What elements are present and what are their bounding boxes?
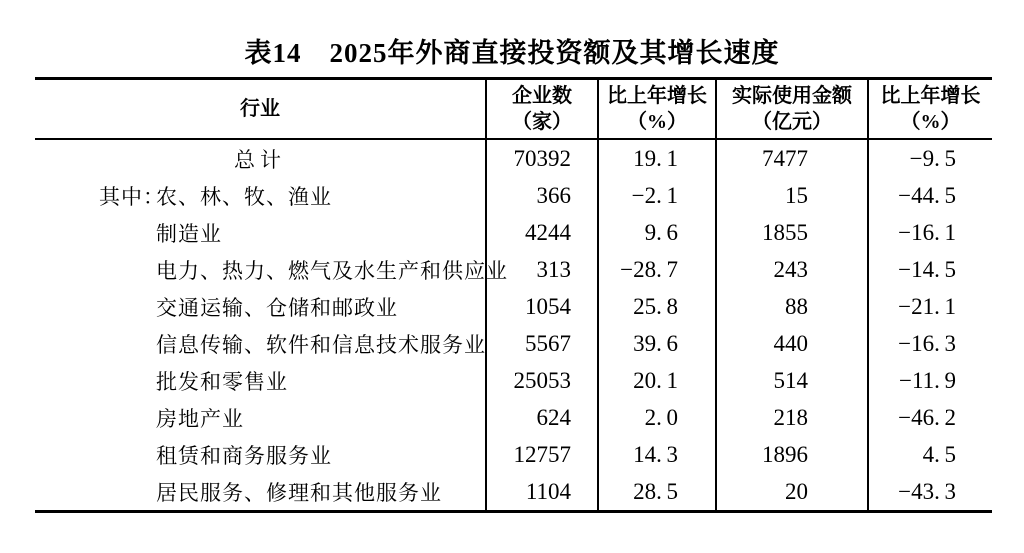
enterprise-growth-value: 19. 1 [597,140,715,177]
enterprise-growth-value: 20. 1 [597,362,715,399]
header-label: 行业 [240,98,280,120]
enterprise-growth-value: 9. 6 [597,214,715,251]
table-row [35,214,992,251]
enterprises-value: 4244 [485,214,597,251]
amount-growth-value: −21. 1 [867,288,992,325]
industry-label: 电力、热力、燃气及水生产和供应业 [156,258,508,283]
enterprises-value: 5567 [485,325,597,362]
header-label-line1: 比上年增长 [880,85,981,107]
enterprises-value: 12757 [485,436,597,473]
enterprise-growth-value: 39. 6 [597,325,715,362]
enterprise-growth-value: 2. 0 [597,399,715,436]
amount-growth-value: −44. 5 [867,177,992,214]
table-row [35,288,992,325]
amount-growth-value: −9. 5 [867,140,992,177]
enterprise-growth-value: −2. 1 [597,177,715,214]
column-header-enterprises [485,80,597,138]
table-row [35,177,992,214]
amount-used-value: 1855 [715,214,867,251]
enterprise-growth-value: 25. 8 [597,288,715,325]
amount-used-value: 88 [715,288,867,325]
industry-cell [35,140,485,177]
header-label-line1: 比上年增长 [607,85,707,107]
table-title: 表14 2025年外商直接投资额及其增长速度 [244,38,780,68]
industry-cell [35,214,485,251]
amount-used-value: 1896 [715,436,867,473]
industry-cell [35,288,485,325]
header-label-line2: （家） [512,111,572,133]
amount-growth-value: −14. 5 [867,251,992,288]
column-header-amount-used [715,80,867,138]
table-row [35,325,992,362]
table-row [35,436,992,473]
enterprises-value: 313 [485,251,597,288]
table-header-row [35,80,992,140]
amount-used-value: 15 [715,177,867,214]
industry-label: 总计 [234,147,286,172]
amount-growth-value: −43. 3 [867,473,992,510]
amount-growth-value: −16. 1 [867,214,992,251]
header-label-line2: （%） [627,111,687,133]
amount-growth-value: −11. 9 [867,362,992,399]
amount-used-value: 218 [715,399,867,436]
industry-cell [35,325,485,362]
table-body [35,140,992,510]
enterprise-growth-value: −28. 7 [597,251,715,288]
header-label-line1: 实际使用金额 [732,85,852,107]
amount-growth-value: −16. 3 [867,325,992,362]
fdi-table [35,77,992,513]
enterprise-growth-value: 28. 5 [597,473,715,510]
amount-used-value: 243 [715,251,867,288]
industry-cell [35,473,485,510]
industry-label: 信息传输、软件和信息技术服务业 [156,332,486,357]
header-label-line2: （亿元） [752,111,832,133]
header-label-line2: （%） [900,111,961,133]
header-label-line1: 企业数 [512,85,572,107]
industry-label: 农、林、牧、渔业 [156,184,332,209]
enterprises-value: 366 [485,177,597,214]
industry-label: 制造业 [156,221,222,246]
amount-used-value: 440 [715,325,867,362]
enterprise-growth-value: 14. 3 [597,436,715,473]
table-row [35,251,992,288]
row-prefix: 其中： [99,184,165,209]
amount-growth-value: 4. 5 [867,436,992,473]
industry-cell [35,177,485,214]
industry-label: 居民服务、修理和其他服务业 [156,480,442,505]
enterprises-value: 25053 [485,362,597,399]
industry-cell [35,436,485,473]
enterprises-value: 1054 [485,288,597,325]
industry-label: 房地产业 [156,406,244,431]
table-row [35,399,992,436]
industry-label: 批发和零售业 [156,369,288,394]
column-header-industry [35,80,485,138]
amount-used-value: 20 [715,473,867,510]
table-row [35,362,992,399]
industry-label: 交通运输、仓储和邮政业 [156,295,398,320]
amount-growth-value: −46. 2 [867,399,992,436]
enterprises-value: 624 [485,399,597,436]
table-row [35,140,992,177]
industry-cell [35,399,485,436]
table-row [35,473,992,510]
enterprises-value: 1104 [485,473,597,510]
industry-label: 租赁和商务服务业 [156,443,332,468]
amount-used-value: 514 [715,362,867,399]
industry-cell [35,251,508,288]
industry-cell [35,362,485,399]
amount-used-value: 7477 [715,140,867,177]
enterprises-value: 70392 [485,140,597,177]
column-header-enterprise-growth [597,80,715,138]
column-header-amount-growth [867,80,992,138]
